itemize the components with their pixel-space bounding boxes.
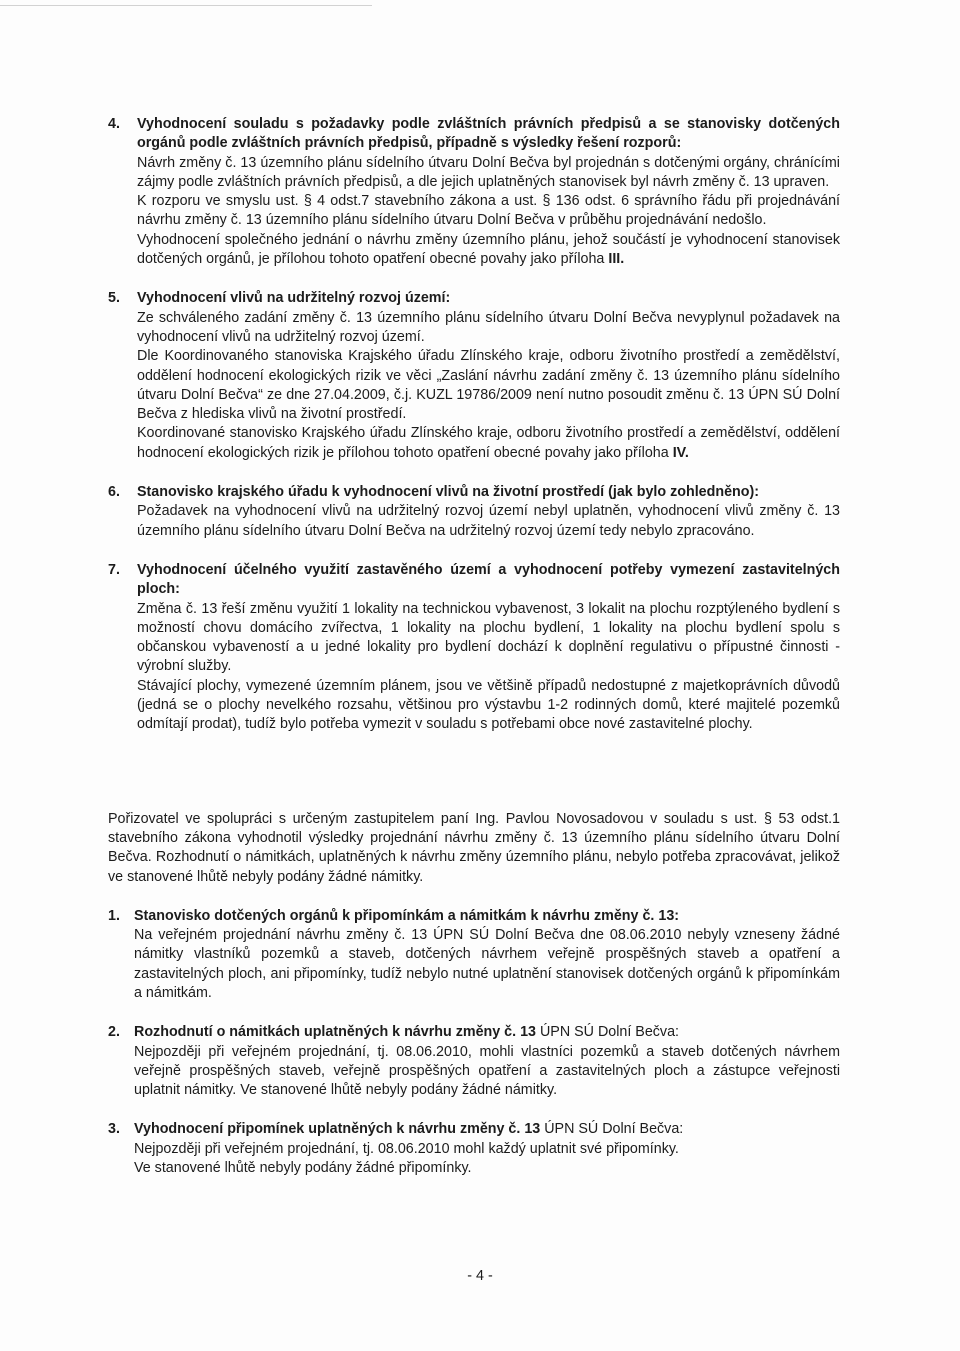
- section-heading: Vyhodnocení účelného využití zastavěného území a vyhodnocení potřeby vymezení zastavitelných ploch:: [137, 561, 840, 598]
- section-heading: Stanovisko krajského úřadu k vyhodnocení vlivů na životní prostředí (jak bylo zohledněno):: [137, 484, 760, 501]
- attachment-ref: III.: [608, 251, 625, 268]
- section-number: 5.: [108, 290, 120, 307]
- paragraph: Ve stanovené lhůtě nebyly podány žádné připomínky.: [134, 1160, 472, 1177]
- list-number: 1.: [108, 907, 120, 924]
- paragraph: Na veřejném projednání návrhu změny č. 13 ÚPN SÚ Dolní Bečva dne 08.06.2010 nebyly vzneseny žádné námitky vlastníků pozemků a staveb, dotčených návrhem veřejně prospěšných staveb a opatření a zastavitelných ploch, ani připomínky, tudíž nebylo nutné uplatnění stanovisek dotčených orgánů k připomínkám a námitkám.: [134, 927, 840, 1001]
- paragraph: Vyhodnocení společného jednání o návrhu změny územního plánu, jehož součástí je vyhodnocení stanovisek dotčených orgánů, je přílohou tohoto opatření obecné povahy jako příloha III.: [137, 231, 840, 268]
- section-4: [108, 115, 840, 269]
- paragraph: Dle Koordinovaného stanoviska Krajského úřadu Zlínského kraje, odboru životního prostředí a zemědělství, oddělení hodnocení ekologických rizik ve věci „Zaslání návrhu zadání změny č. 13 územního plánu sídelního útvaru Dolní Bečva“ ze dne 27.04.2009, č.j. KUZL 19786/2009 není nutno posoudit změnu č. 13 ÚPN SÚ Dolní Bečva z hlediska vlivů na životní prostředí.: [137, 348, 840, 423]
- list-item-3: [108, 1120, 840, 1178]
- section-6: [108, 483, 840, 541]
- page-number: - 4 -: [467, 1268, 493, 1284]
- section-number: 7.: [108, 561, 120, 578]
- paragraph: Změna č. 13 řeší změnu využití 1 lokality na technickou vybavenost, 3 lokalit na plochu rozptýleného bydlení s možností chovu domácího zvířectva, 1 lokality na plochu bydlení, 1 lokality na plochu bydlení spolu s občanskou vybaveností a u jedné lokality pro bydlení dochází k doplnění regulativu o přípustné činnosti - výrobní služby.: [137, 600, 840, 675]
- paragraph: Stávající plochy, vymezené územním plánem, jsou ve většině případů nedostupné z majetkoprávních důvodů (jedná se o plochy nevelkého rozsahu, většinou pro výstavbu 1-2 rodinných domů, které majitelé pozemků odmítají prodat), tudíž bylo potřeba vymezit v souladu s potřebami obce nové zastavitelné plochy.: [137, 677, 840, 733]
- list-heading: Vyhodnocení připomínek uplatněných k návrhu změny č. 13 ÚPN SÚ Dolní Bečva:: [134, 1121, 684, 1138]
- list-number: 2.: [108, 1024, 120, 1041]
- paragraph: Ze schváleného zadání změny č. 13 územního plánu sídelního útvaru Dolní Bečva nevyplynul požadavek na vyhodnocení vlivů na udržitelný rozvoj území.: [137, 309, 840, 345]
- list-item-1: [108, 907, 840, 1003]
- list-number: 3.: [108, 1121, 120, 1138]
- section-heading: Vyhodnocení vlivů na udržitelný rozvoj území:: [137, 290, 451, 307]
- attachment-ref: IV.: [672, 444, 689, 461]
- intro-paragraph: Pořizovatel ve spolupráci s určeným zastupitelem paní Ing. Pavlou Novosadovou v souladu s ust. § 53 odst.1 stavebního zákona vyhodnotil výsledky projednání návrhu změny č. 13 územního plánu sídelního útvaru Dolní Bečva. Rozhodnutí o námitkách, uplatněných k návrhu změny územního plánu, nebylo potřeba zpracovávat, jelikož ve stanovené lhůtě nebyly podány žádné námitky.: [108, 810, 840, 885]
- document-body: [108, 115, 840, 1178]
- paragraph: Požadavek na vyhodnocení vlivů na udržitelný rozvoj území nebyl uplatněn, vyhodnocení vlivů změny č. 13 územního plánu sídelního útvaru Dolní Bečva na udržitelný rozvoj území tedy nebylo zpracováno.: [137, 503, 840, 539]
- list-heading: Rozhodnutí o námitkách uplatněných k návrhu změny č. 13 ÚPN SÚ Dolní Bečva:: [134, 1024, 680, 1041]
- section-heading: Vyhodnocení souladu s požadavky podle zvláštních právních předpisů a se stanovisky dotčených orgánů podle zvláštních právních předpisů, případně s výsledky řešení rozporů:: [137, 116, 840, 152]
- section-number: 4.: [108, 116, 120, 132]
- paragraph: Nejpozději při veřejném projednání, tj. 08.06.2010 mohl každý uplatnit své připomínky.: [134, 1140, 679, 1157]
- list-heading: Stanovisko dotčených orgánů k připomínkám a námitkám k návrhu změny č. 13:: [134, 907, 680, 924]
- list-item-2: [108, 1023, 840, 1100]
- paragraph: Nejpozději při veřejném projednání, tj. 08.06.2010, mohli vlastníci pozemků a staveb dotčených návrhem veřejně prospěšných staveb, veřejně prospěšných opatření a zastavitelných ploch a zástupce veřejnosti uplatnit námitky. Ve stanovené lhůtě nebyly podány žádné námitky.: [134, 1043, 840, 1099]
- paragraph: Koordinované stanovisko Krajského úřadu Zlínského kraje, odboru životního prostředí a zemědělství, oddělení hodnocení ekologických rizik je přílohou tohoto opatření obecné povahy jako příloha IV.: [137, 425, 840, 461]
- section-5: [108, 289, 840, 463]
- top-rule: [0, 5, 372, 6]
- paragraph: Návrh změny č. 13 územního plánu sídelního útvaru Dolní Bečva byl projednán s dotčenými orgány, chránícími zájmy podle zvláštních právních předpisů, a dle jejich uplatněných stanovisek byl návrh změny č. 13 upraven.: [137, 154, 840, 190]
- paragraph: K rozporu ve smyslu ust. § 4 odst.7 stavebního zákona a ust. § 136 odst. 6 správního řádu při projednávání návrhu změny č. 13 územního plánu sídelního útvaru Dolní Bečva v průběhu projednávání nedošlo.: [137, 193, 840, 229]
- section-number: 6.: [108, 484, 120, 501]
- section-7: [108, 561, 840, 735]
